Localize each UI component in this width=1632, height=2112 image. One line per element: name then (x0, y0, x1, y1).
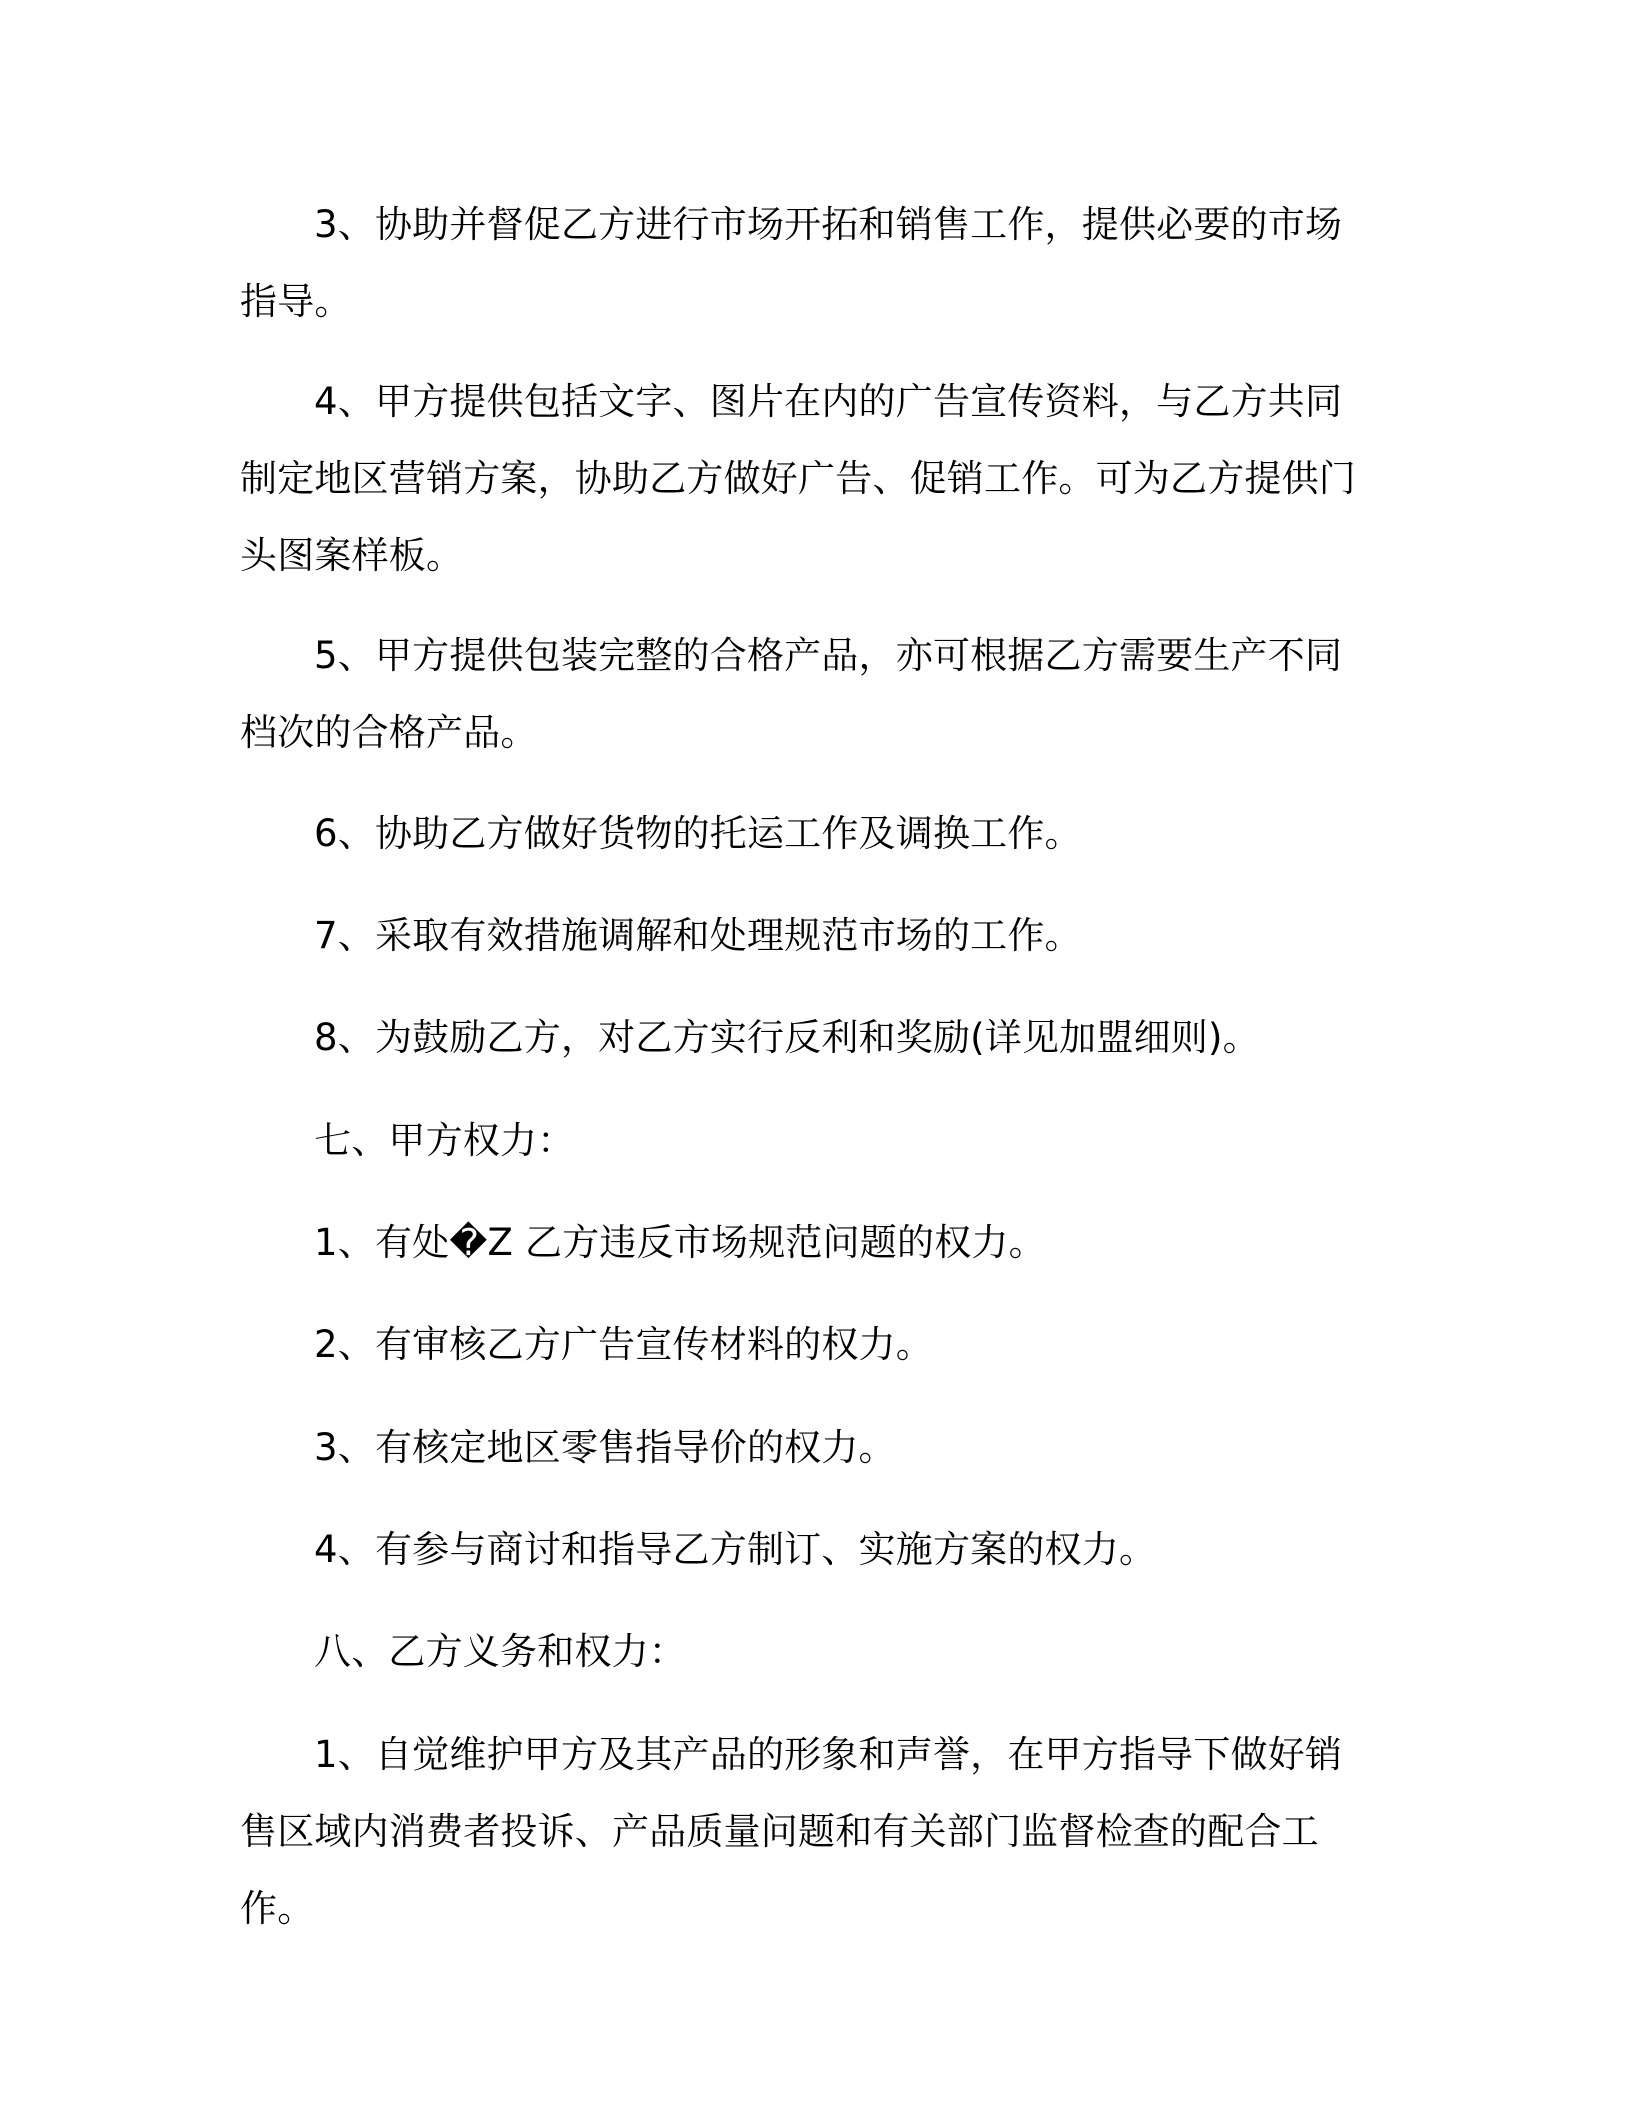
paragraph-item-7-market-regulation: 7、采取有效措施调解和处理规范市场的工作。 (314, 914, 1082, 957)
paragraph-duty-1: 1、自觉维护甲方及其产品的形象和声誉，在甲方指导下做好销售区域内消费者投诉、产品质量问题和有关部门监督检查的配合工作。 (240, 1733, 1343, 1930)
paragraph-right-1: 1、有处�Z 乙方违反市场规范问题的权力。 (314, 1221, 1046, 1264)
paragraph-right-2: 2、有审核乙方广告宣传材料的权力。 (314, 1323, 933, 1366)
paragraph-item-8-rewards: 8、为鼓励乙方，对乙方实行反利和奖励(详见加盟细则)。 (314, 1016, 1260, 1059)
paragraph-item-6-shipping: 6、协助乙方做好货物的托运工作及调换工作。 (314, 812, 1082, 855)
paragraph-item-3-market-support: 3、协助并督促乙方进行市场开拓和销售工作，提供必要的市场指导。 (240, 203, 1343, 323)
paragraph-item-4-advertising: 4、甲方提供包括文字、图片在内的广告宣传资料，与乙方共同制定地区营销方案，协助乙方做好广告、促销工作。可为乙方提供门头图案样板。 (240, 380, 1356, 577)
section-heading-party-a-rights: 七、甲方权力： (314, 1119, 575, 1162)
paragraph-right-4: 4、有参与商讨和指导乙方制订、实施方案的权力。 (314, 1528, 1157, 1571)
paragraph-right-3: 3、有核定地区零售指导价的权力。 (314, 1426, 896, 1469)
section-heading-party-b-duties: 八、乙方义务和权力： (314, 1630, 686, 1673)
paragraph-item-5-products: 5、甲方提供包装完整的合格产品，亦可根据乙方需要生产不同档次的合格产品。 (240, 634, 1343, 754)
